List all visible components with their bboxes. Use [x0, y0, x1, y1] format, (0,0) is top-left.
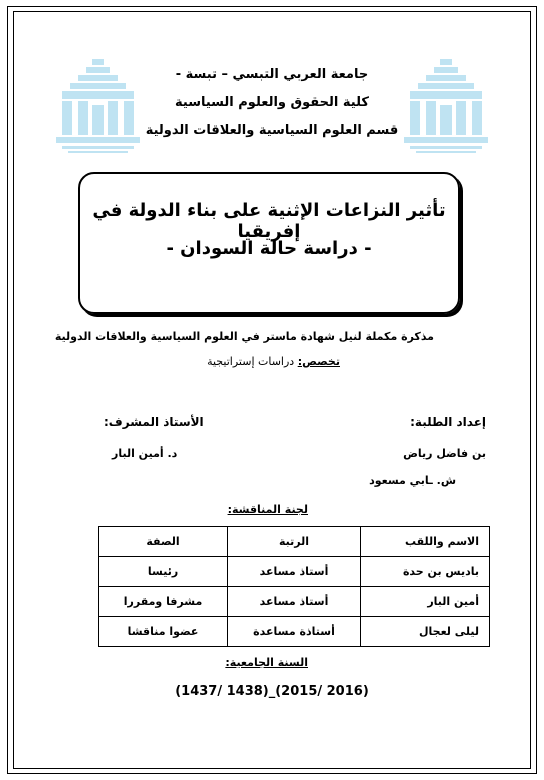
table-header-row	[99, 527, 490, 557]
student-name: ش. ـابي مسعود	[369, 474, 456, 487]
table-row	[99, 587, 490, 617]
member-role: رئيسا	[99, 557, 228, 587]
header-name: الاسم واللقب	[360, 527, 489, 557]
title-box	[78, 172, 460, 314]
member-rank: أستاذة مساعدة	[228, 617, 361, 647]
member-name: باديس بن حدة	[360, 557, 489, 587]
academic-year-label: السنة الجامعية:	[225, 656, 308, 669]
student-name: بن فاضل رياض	[403, 447, 486, 460]
supervisor-label: الأستاذ المشرف:	[104, 415, 204, 429]
table-row	[99, 617, 490, 647]
header-role: الصفة	[99, 527, 228, 557]
supervisor-name: د. أمين البار	[112, 447, 178, 460]
table-row	[99, 557, 490, 587]
member-rank: أستاذ مساعد	[228, 587, 361, 617]
member-rank: أستاذ مساعد	[228, 557, 361, 587]
member-role: عضوا مناقشا	[99, 617, 228, 647]
member-name: أمين البار	[360, 587, 489, 617]
specialization-value: دراسات إستراتيجية	[207, 355, 295, 368]
thesis-subtitle: - دراسة حالة السودان -	[166, 238, 372, 259]
committee-table	[98, 526, 490, 647]
department-name: قسم العلوم السياسية والعلاقات الدولية	[145, 123, 399, 138]
university-name: جامعة العربي التبسي – تبسة -	[175, 67, 369, 82]
header-rank: الرتبة	[228, 527, 361, 557]
specialization-label: تخصص:	[297, 355, 340, 368]
memo-description: مذكرة مكملة لنيل شهادة ماستر في العلوم السياسية والعلاقات الدولية	[54, 330, 434, 343]
member-name: ليلى لعجال	[360, 617, 489, 647]
academic-year-value: (1437/ 1438)_(2015/ 2016)	[175, 684, 369, 699]
faculty-name: كلية الحقوق والعلوم السياسية	[175, 95, 369, 110]
member-role: مشرفا ومقررا	[99, 587, 228, 617]
thesis-title: تأثير النزاعات الإثنية على بناء الدولة في إفريقيا	[92, 200, 446, 242]
students-label: إعداد الطلبة:	[410, 415, 486, 429]
committee-label: لجنة المناقشة:	[227, 503, 308, 516]
specialization	[207, 355, 340, 369]
